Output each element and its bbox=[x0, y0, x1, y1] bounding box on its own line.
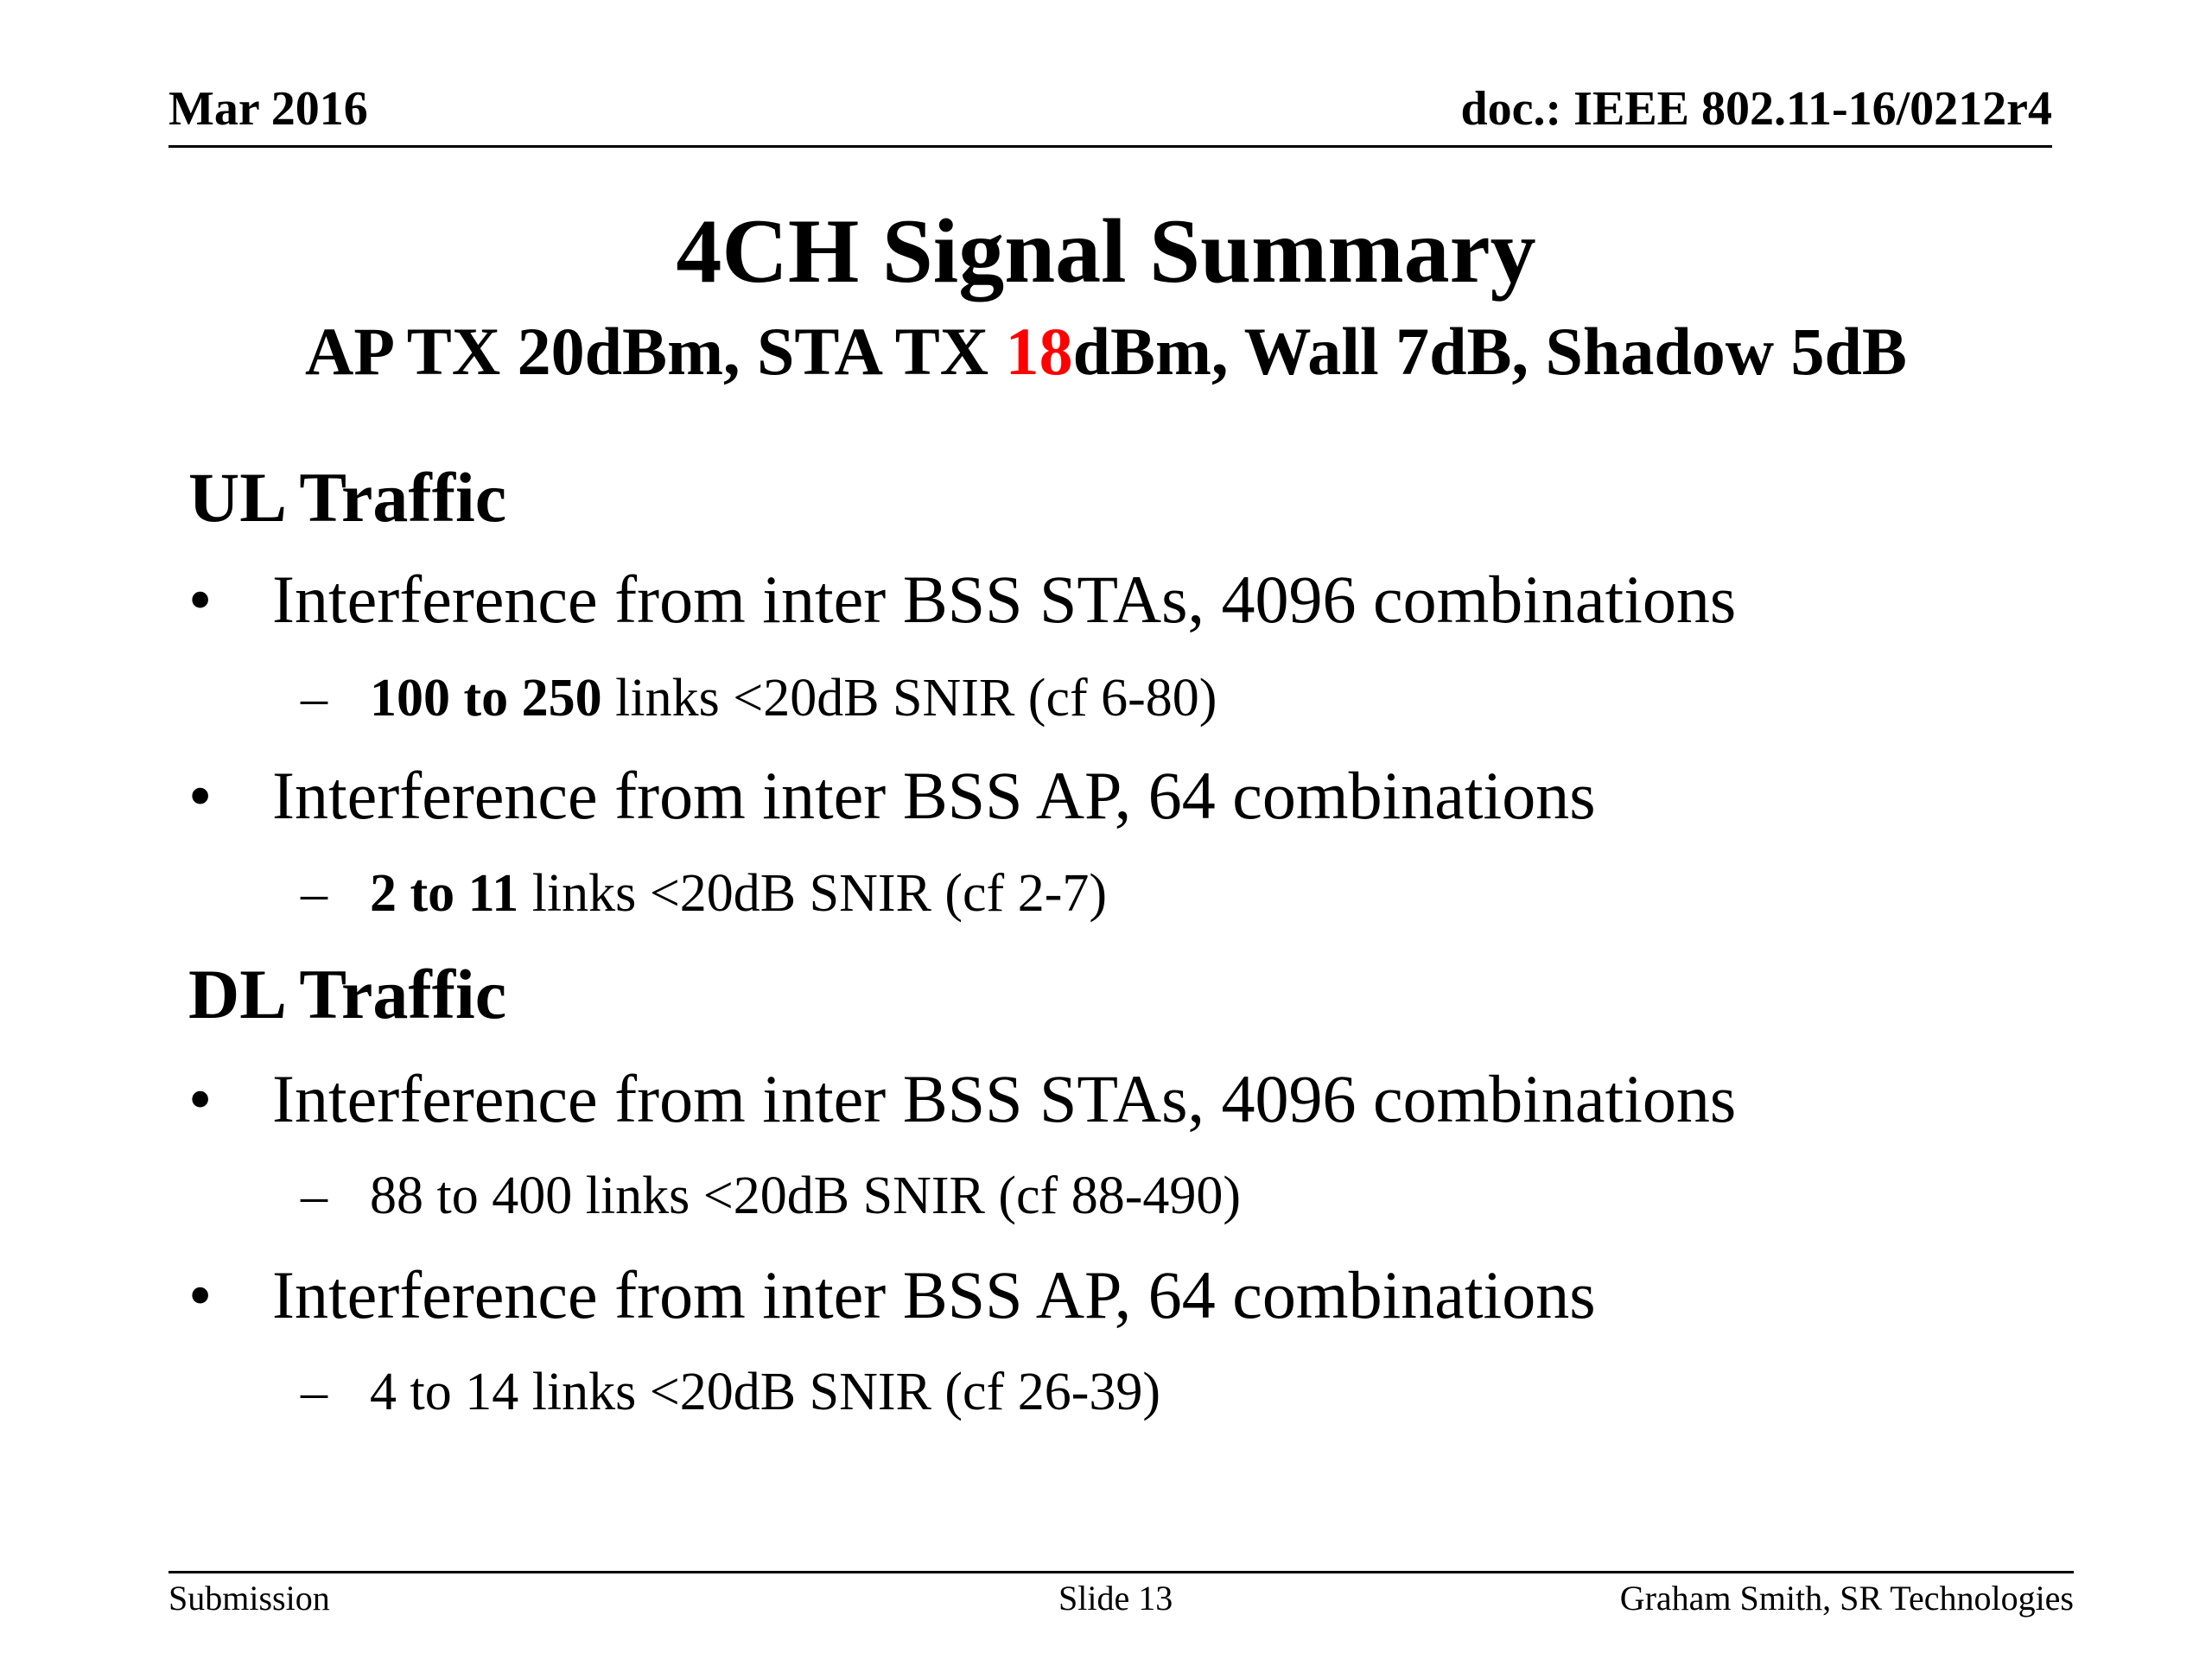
dl-bullet-1 bbox=[188, 1061, 1737, 1136]
dl-sub-1 bbox=[301, 1166, 1241, 1225]
dl-sub-2 bbox=[301, 1365, 1160, 1419]
subtitle-part-2: dBm, Wall 7dB, Shadow 5dB bbox=[1072, 314, 1907, 389]
subtitle-part-1: AP TX 20dBm, STA TX bbox=[305, 314, 1006, 389]
dl-traffic-heading: DL Traffic bbox=[188, 955, 507, 1033]
ul-sub-2 bbox=[301, 864, 1107, 923]
slide-subtitle bbox=[0, 314, 2212, 389]
bullet-glyph: • bbox=[188, 1061, 213, 1136]
footer-author: Graham Smith, SR Technologies bbox=[1619, 1579, 2074, 1618]
sub-bold-range: 2 to 11 bbox=[370, 864, 519, 923]
bullet-text: Interference from inter BSS AP, 64 combinations bbox=[272, 1257, 1596, 1332]
sub-text: 88 to 400 links <20dB SNIR (cf 88-490) bbox=[370, 1166, 1241, 1225]
bullet-glyph: • bbox=[188, 562, 213, 637]
sub-bold-range: 100 to 250 bbox=[370, 669, 602, 728]
bullet-text: Interference from inter BSS STAs, 4096 combinations bbox=[272, 562, 1737, 637]
bullet-text: Interference from inter BSS AP, 64 combinations bbox=[272, 758, 1596, 833]
subtitle-highlight: 18 bbox=[1005, 314, 1073, 389]
header-divider bbox=[168, 145, 2052, 148]
slide-title: 4CH Signal Summary bbox=[676, 200, 1536, 302]
footer-submission: Submission bbox=[168, 1579, 330, 1618]
header-date: Mar 2016 bbox=[168, 82, 368, 136]
footer-slide-number: Slide 13 bbox=[1058, 1579, 1173, 1618]
ul-sub-1 bbox=[301, 669, 1217, 728]
sub-text: links <20dB SNIR (cf 6-80) bbox=[601, 669, 1217, 728]
footer-divider bbox=[168, 1571, 2074, 1573]
dl-bullet-2 bbox=[188, 1257, 1596, 1332]
bullet-glyph: • bbox=[188, 1257, 213, 1332]
sub-text: 4 to 14 links <20dB SNIR (cf 26-39) bbox=[370, 1363, 1160, 1421]
bullet-text: Interference from inter BSS STAs, 4096 combinations bbox=[272, 1061, 1737, 1136]
bullet-glyph: • bbox=[188, 758, 213, 833]
dash-glyph: – bbox=[301, 864, 327, 923]
ul-bullet-1 bbox=[188, 562, 1737, 637]
ul-traffic-heading: UL Traffic bbox=[188, 458, 507, 537]
dash-glyph: – bbox=[301, 1363, 327, 1421]
ul-bullet-2 bbox=[188, 758, 1596, 833]
dash-glyph: – bbox=[301, 669, 327, 728]
dash-glyph: – bbox=[301, 1166, 327, 1225]
header-doc-id: doc.: IEEE 802.11-16/0212r4 bbox=[1460, 82, 2052, 136]
sub-text: links <20dB SNIR (cf 2-7) bbox=[518, 864, 1107, 923]
